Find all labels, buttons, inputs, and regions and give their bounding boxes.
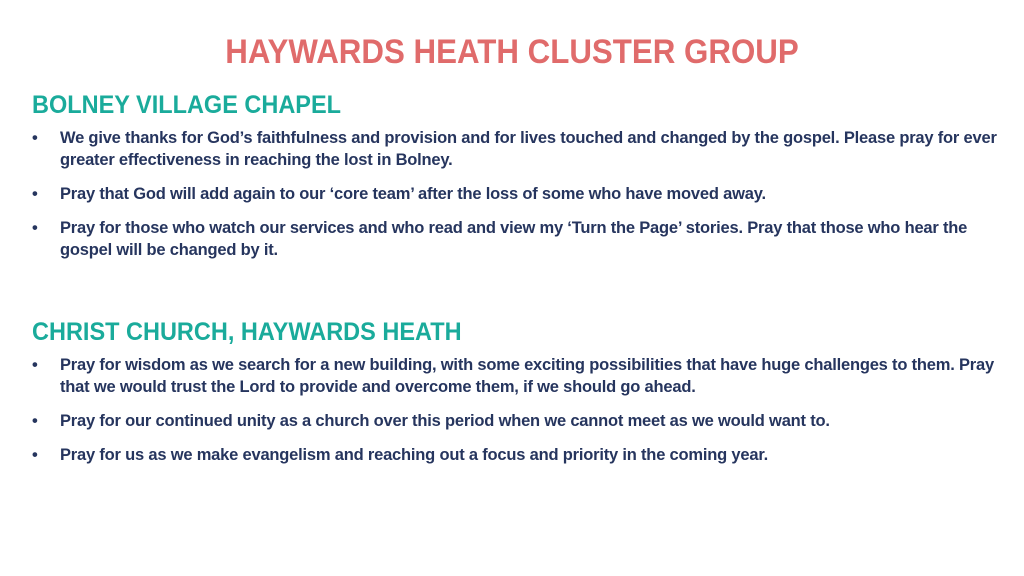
bullet-icon: • [32, 446, 38, 464]
list-item-text: Pray for our continued unity as a church over this period when we cannot meet as we would want to. [60, 412, 830, 430]
list-item [32, 410, 997, 432]
section-bolney-village-chapel [32, 87, 997, 273]
list-item-text: Pray for those who watch our services and who read and view my ‘Turn the Page’ stories. Pray that those who hear the gospel will be changed by it. [60, 219, 968, 259]
bullet-icon: • [32, 129, 38, 147]
list-item [32, 444, 997, 466]
list-item [32, 217, 997, 261]
list-item-text: Pray for us as we make evangelism and reaching out a focus and priority in the coming year. [60, 446, 769, 464]
prayer-list [32, 354, 997, 466]
prayer-list [32, 127, 997, 261]
slide-title: HAYWARDS HEATH CLUSTER GROUP [225, 33, 799, 71]
bullet-icon: • [32, 412, 38, 430]
bullet-icon: • [32, 356, 38, 374]
list-item [32, 183, 997, 205]
list-item [32, 127, 997, 171]
list-item-text: Pray that God will add again to our ‘core team’ after the loss of some who have moved away. [60, 185, 766, 203]
list-item [32, 354, 997, 398]
section-heading: CHRIST CHURCH, HAYWARDS HEATH [32, 318, 462, 346]
bullet-icon: • [32, 219, 38, 237]
list-item-text: We give thanks for God’s faithfulness and provision and for lives touched and changed by the gospel. Please pray for ever greater effectiveness in reaching the lost in Bolney. [60, 129, 997, 169]
list-item-text: Pray for wisdom as we search for a new building, with some exciting possibilities that have huge challenges to them. Pray that we would trust the Lord to provide and overcome them, if we should go ahead. [60, 356, 994, 396]
section-heading: BOLNEY VILLAGE CHAPEL [32, 91, 342, 119]
section-christ-church [32, 314, 997, 478]
bullet-icon: • [32, 185, 38, 203]
